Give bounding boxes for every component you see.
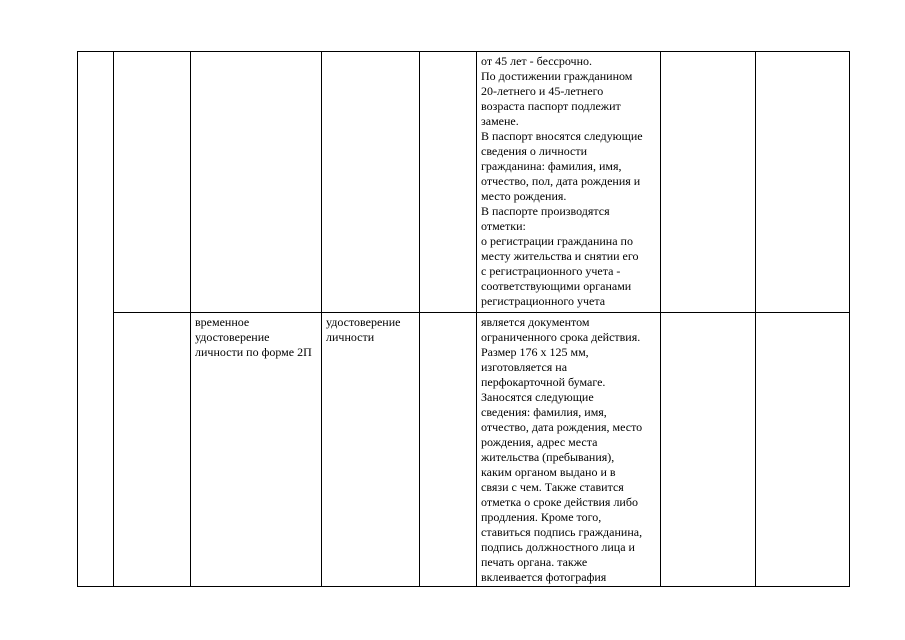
table-cell <box>420 52 477 313</box>
text-line: Заносятся следующие <box>481 390 594 404</box>
text-line: ставиться подпись гражданина, <box>481 525 643 539</box>
text-line: сведения: фамилия, имя, <box>481 405 607 419</box>
document-name-cell <box>191 313 322 587</box>
table-cell <box>756 313 850 587</box>
table-cell <box>191 52 322 313</box>
text-line: соответствующими органами <box>481 279 632 293</box>
text-line: перфокарточной бумаге. <box>481 375 606 389</box>
text-line: По достижении гражданином <box>481 69 633 83</box>
table-cell <box>114 313 191 587</box>
text-line: отметки: <box>481 219 526 233</box>
description-cell <box>477 313 661 587</box>
description-cell <box>477 52 661 313</box>
text-line: место рождения. <box>481 189 567 203</box>
text-line: ограниченного срока действия. <box>481 330 641 344</box>
table-cell <box>114 52 191 313</box>
table-cell <box>420 313 477 587</box>
text-line: с регистрационного учета - <box>481 264 621 278</box>
table-row <box>78 52 850 313</box>
document-table <box>77 51 850 587</box>
text-line: временное <box>195 315 250 329</box>
text-line: гражданина: фамилия, имя, <box>481 159 622 173</box>
table-row <box>78 313 850 587</box>
text-line: является документом <box>481 315 590 329</box>
text-line: каким органом выдано и в <box>481 465 616 479</box>
text-line: сведения о личности <box>481 144 588 158</box>
text-line: удостоверение <box>326 315 401 329</box>
text-line: замене. <box>481 114 519 128</box>
text-line: от 45 лет - бессрочно. <box>481 54 593 68</box>
text-line: удостоверение <box>195 330 270 344</box>
text-line: жительства (пребывания), <box>481 450 615 464</box>
text-line: В паспорт вносятся следующие <box>481 129 643 143</box>
text-line: личности по форме 2П <box>195 345 312 359</box>
text-line: рождения, адрес места <box>481 435 598 449</box>
text-line: подпись должностного лица и <box>481 540 635 554</box>
text-line: отчество, пол, дата рождения и <box>481 174 641 188</box>
text-line: личности <box>326 330 375 344</box>
text-line: В паспорте производятся <box>481 204 610 218</box>
table-cell <box>661 313 756 587</box>
table-cell <box>756 52 850 313</box>
text-line: Размер 176 х 125 мм, <box>481 345 589 359</box>
index-cell <box>78 52 114 587</box>
text-line: месту жительства и снятии его <box>481 249 639 263</box>
text-line: отчество, дата рождения, место <box>481 420 643 434</box>
text-line: 20-летнего и 45-летнего <box>481 84 604 98</box>
text-line: связи с чем. Также ставится <box>481 480 624 494</box>
document-type-cell <box>322 313 420 587</box>
text-line: вклеивается фотография <box>481 570 607 584</box>
text-line: регистрационного учета <box>481 294 606 308</box>
text-line: о регистрации гражданина по <box>481 234 633 248</box>
text-line: возраста паспорт подлежит <box>481 99 621 113</box>
text-line: печать органа. также <box>481 555 588 569</box>
text-line: продления. Кроме того, <box>481 510 602 524</box>
text-line: отметка о сроке действия либо <box>481 495 638 509</box>
text-line: изготовляется на <box>481 360 568 374</box>
table-cell <box>661 52 756 313</box>
table-cell <box>322 52 420 313</box>
